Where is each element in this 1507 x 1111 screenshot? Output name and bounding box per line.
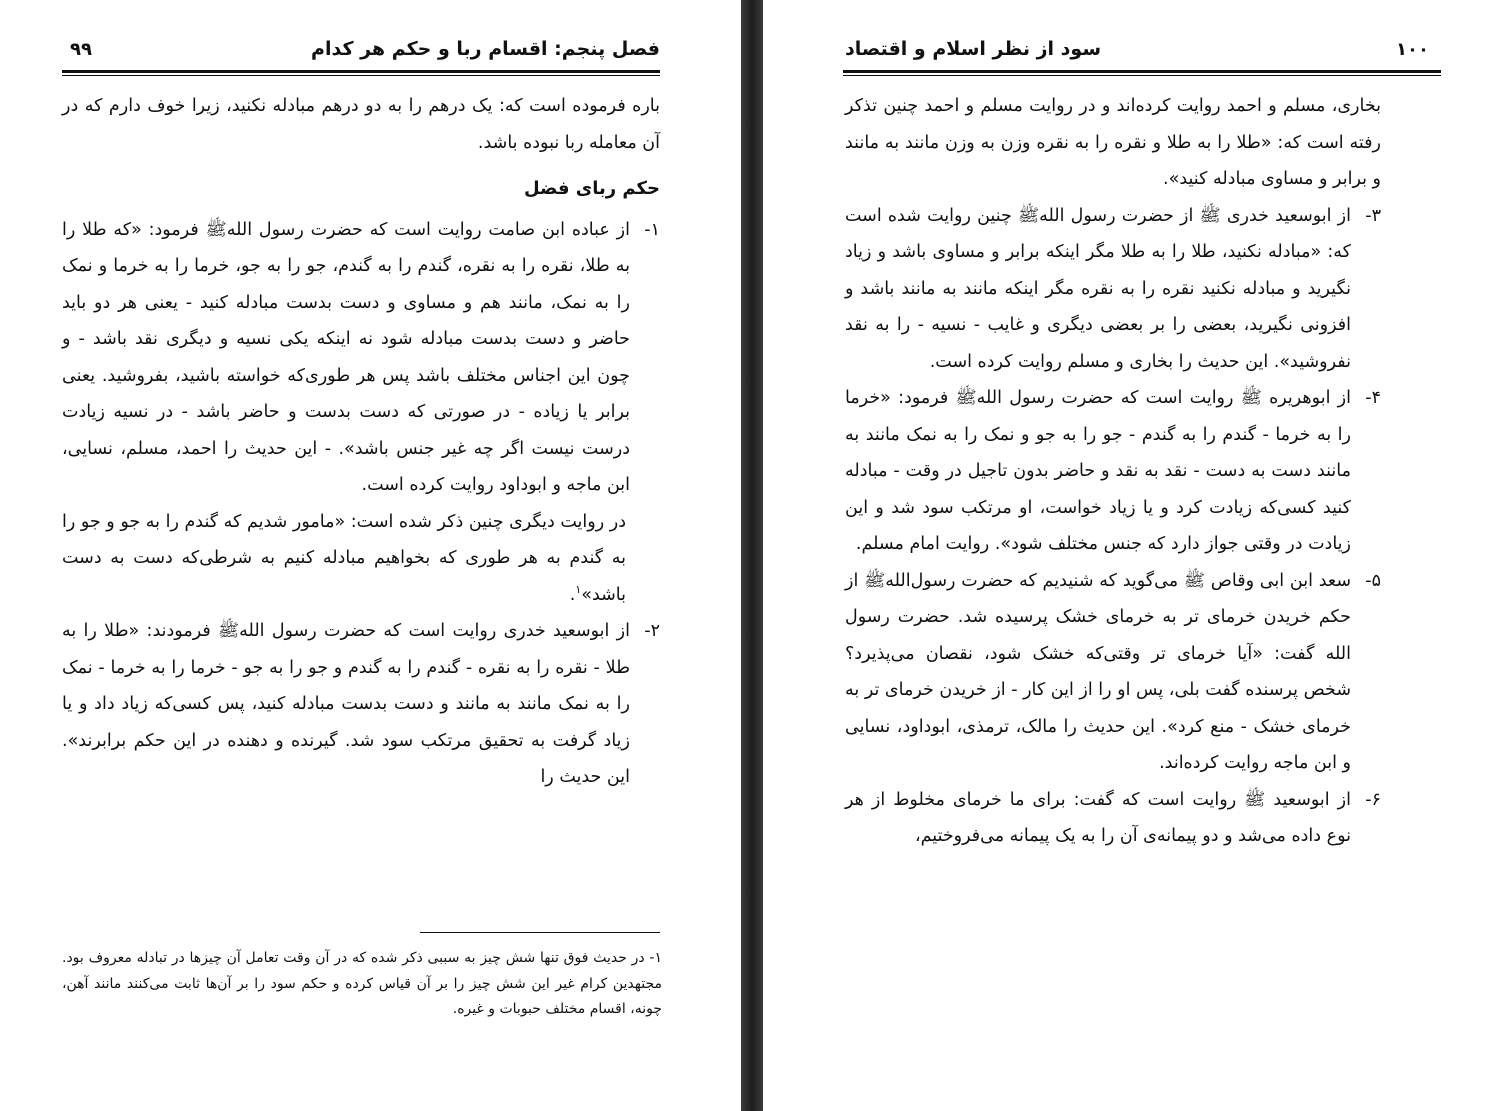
item-text: سعد ابن ابی وقاص ﷺ می‌گوید که شنیدیم که حضرت رسول‌اللهﷺ از حکم خریدن خرمای تر به خرمای خشک پرسیده شد. حضرت رسول الله گفت: «آیا خرمای تر وقتی‌که خشک شود، نقصان می‌پذیرد؟ شخص پرسنده گفت بلی، پس او را از این کار - از خریدن خرمای تر به خرمای خشک - منع کرد». این حدیث را مالک، ترمذی، ابوداود، نسایی و ابن ماجه روایت کرده‌اند. <box>845 570 1351 773</box>
hadith-item-2 <box>62 613 660 796</box>
header-rule <box>62 70 660 76</box>
page-body <box>845 88 1381 855</box>
right-page <box>763 0 1507 1111</box>
intro-paragraph: بخاری، مسلم و احمد روایت کرده‌اند و در روایت مسلم و احمد چنین تذکر رفته است که: «طلا را به طلا و نقره را به نقره وزن به وزن مانند به مانند و برابر و مساوی مبادله کنید». <box>845 96 1381 189</box>
hadith-item-6 <box>845 782 1381 855</box>
book-title: سود از نظر اسلام و اقتصاد <box>845 38 1102 60</box>
page-header <box>60 34 660 64</box>
left-page <box>0 0 741 1111</box>
narration-paragraph: در روایت دیگری چنین ذکر شده است: «مامور شدیم که گندم را به جو و جو را به گندم به هر طوری که بخواهیم مبادله کنیم به شرطی‌که دست به دست باشد»$^۱$. <box>62 511 626 605</box>
item-number: ۳- <box>1365 205 1381 226</box>
item-number: ۵- <box>1365 570 1381 591</box>
page-number: ۱۰۰ <box>1396 38 1429 60</box>
hadith-item-4 <box>845 380 1381 563</box>
footnote-rule <box>420 932 660 933</box>
hadith-item-3 <box>845 198 1381 381</box>
item-text: از ابوهریره ﷺ روایت است که حضرت رسول اللهﷺ فرمود: «خرما را به خرما - گندم را به گندم - جو را به جو و نمک را به نمک مانند به مانند دست به دست - نقد به نقد و حاضر بدون تاجیل در وقت - مبادله کنید کسی‌که زیادت کرد و یا زیاد خواست، او مرتکب سود شد و این زیادت در وقتی جواز دارد که جنس مختلف شود». روایت امام مسلم. <box>845 388 1351 554</box>
item-text: از ابوسعید ﷺ روایت است که گفت: برای ما خرمای مخلوط از هر نوع داده می‌شد و دو پیمانه‌ی آن را به یک پیمانه می‌فروختیم، <box>845 789 1351 846</box>
item-text: از ابوسعید خدری ﷺ از حضرت رسول اللهﷺ چنین روایت شده است که: «مبادله نکنید، طلا را به طلا مگر اینکه برابر و مساوی باشد و زیاد نگیرید و مبادله نکنید نقره را به نقره مگر اینکه مانند به مانند باشد و افزونی نگیرید، بعضی را بر بعضی دیگری و غایب - نسیه - را به نقد نفروشید». این حدیث را بخاری و مسلم روایت کرده است. <box>845 205 1351 372</box>
page-header <box>845 34 1439 64</box>
item-number: ۴- <box>1365 388 1381 408</box>
item-number: ۱- <box>644 219 660 240</box>
item-text: از ابوسعید خدری روایت است که حضرت رسول اللهﷺ فرمودند: «طلا را به طلا - نقره را به نقره - گندم را به گندم و جو را به جو - خرما را به خرما - نمک را به نمک مانند به مانند و دست بدست مبادله کنید، پس کسی‌که زیاد داد و یا زیاد گرفت به تحقیق مرتکب سود شد. گیرنده و دهنده در این حکم برابرند». این حدیث را <box>62 621 630 787</box>
book-spine <box>741 0 763 1111</box>
item-number: ۲- <box>644 621 660 641</box>
narration-text: در روایت دیگری چنین ذکر شده است: «مامور شدیم که گندم را به جو و جو را به گندم به هر طوری که بخواهیم مبادله کنیم به شرطی‌که دست به دست باشد» <box>62 511 626 605</box>
item-text: از عباده ابن صامت روایت است که حضرت رسول اللهﷺ فرمود: «که طلا را به طلا، نقره را به نقره، گندم را به گندم، جو را به جو، خرما را به خرما و نمک را به نمک، مانند هم و مساوی و دست بدست مبادله کنید - یعنی هر دو باید حاضر و دست بدست مبادله شود نه اینکه یکی نسیه و دیگری نقد باشد - و چون این اجناس مختلف باشد پس هر طوری‌که خواسته باشید، بفروشید. یعنی برابر یا زیاده - در صورتی که دست بدست و حاضر باشد - در نسیه زیادت درست نیست اگر چه غیر جنس باشد». - این حدیث را احمد، مسلم، نسایی، ابن ماجه و ابوداود روایت کرده است. <box>62 219 630 495</box>
intro-paragraph: باره فرموده است که: یک درهم را به دو درهم مبادله نکنید، زیرا خوف دارم که در آن معامله ربا نبوده باشد. <box>62 96 660 153</box>
footnote: ۱- در حدیث فوق تنها شش چیز به سببی ذکر شده که در آن وقت تعامل آن چیزها در تبادله معروف بود. مجتهدین کرام غیر این شش چیز را بر آن قیاس کرده و حکم سود را بر آن‌ها ثابت می‌کنند مانند آهن، چونه، اقسام مختلف حبوبات و غیره. <box>62 950 662 1017</box>
section-heading: حکم ربای فضل <box>523 178 660 199</box>
page-number: ۹۹ <box>70 38 92 60</box>
page-body <box>62 88 660 796</box>
hadith-item-1 <box>62 212 660 504</box>
chapter-title: فصل پنجم: اقسام ربا و حکم هر کدام <box>311 38 660 60</box>
header-rule <box>843 70 1441 76</box>
footnote-ref[interactable]: ۱ <box>575 582 582 596</box>
item-number: ۶- <box>1365 789 1381 810</box>
hadith-item-5 <box>845 563 1381 782</box>
